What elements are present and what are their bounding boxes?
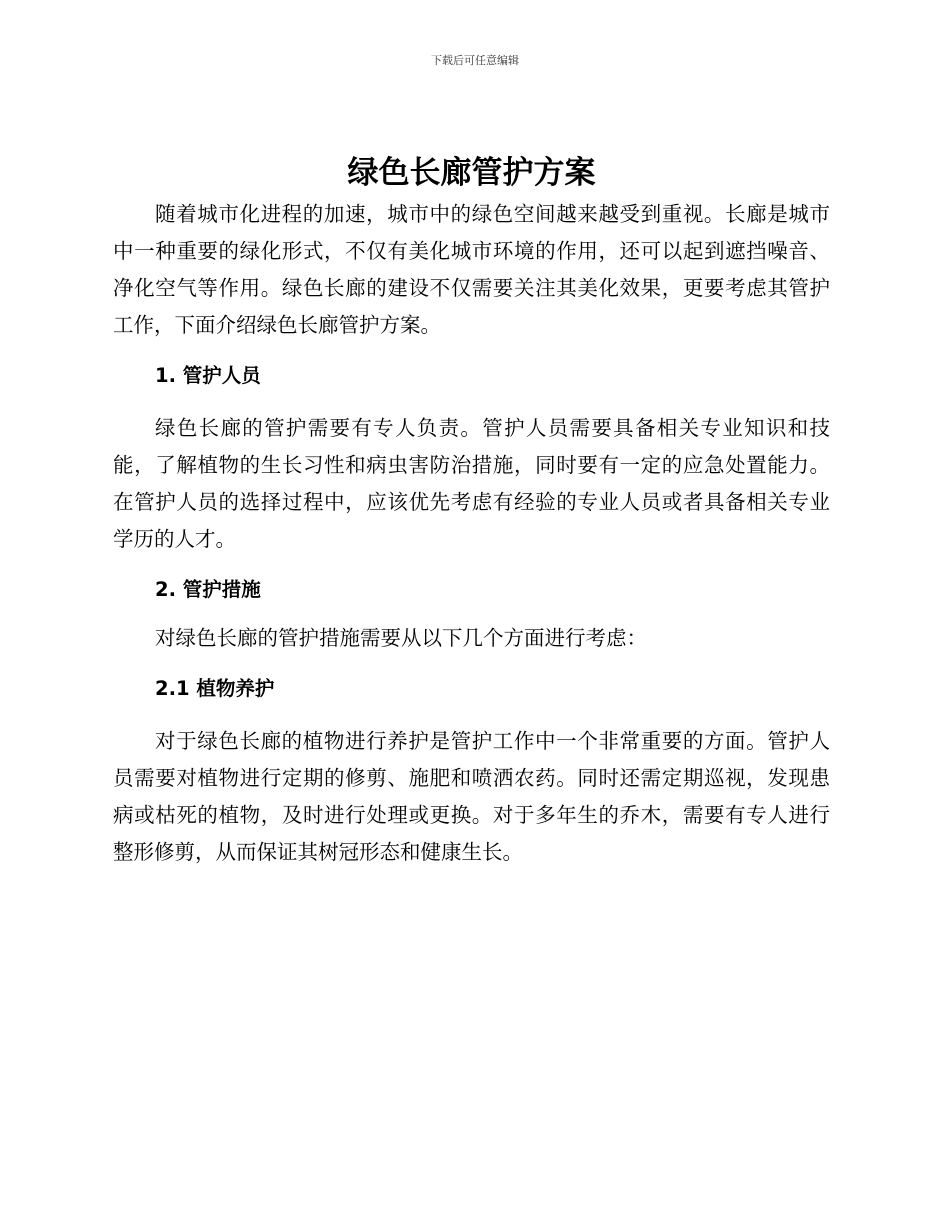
section-body-plant-care: 对于绿色长廊的植物进行养护是管护工作中一个非常重要的方面。管护人员需要对植物进行定期的修剪、施肥和喷洒农药。同时还需定期巡视，发现患病或枯死的植物，及时进行处理或更换。对于多年生的乔木，需要有专人进行整形修剪，从而保证其树冠形态和健康生长。 (113, 729, 830, 864)
document-body (113, 150, 830, 871)
document-title: 绿色长廊管护方案 (347, 155, 596, 191)
section-body-measures: 对绿色长廊的管护措施需要从以下几个方面进行考虑： (155, 626, 647, 650)
page-header-note: 下载后可任意编辑 (431, 54, 519, 67)
section-heading-staff: 1. 管护人员 (155, 364, 261, 387)
section-body-staff: 绿色长廊的管护需要有专人负责。管护人员需要具备相关专业知识和技能，了解植物的生长习性和病虫害防治措施，同时要有一定的应急处置能力。在管护人员的选择过程中，应该优先考虑有经验的专业人员或者具备相关专业学历的人才。 (113, 416, 830, 551)
section-heading-measures: 2. 管护措施 (155, 578, 261, 601)
section-heading-plant-care: 2.1 植物养护 (155, 677, 275, 700)
intro-paragraph: 随着城市化进程的加速，城市中的绿色空间越来越受到重视。长廊是城市中一种重要的绿化形式，不仅有美化城市环境的作用，还可以起到遮挡噪音、净化空气等作用。绿色长廊的建设不仅需要关注其美化效果，更要考虑其管护工作，下面介绍绿色长廊管护方案。 (113, 202, 830, 337)
